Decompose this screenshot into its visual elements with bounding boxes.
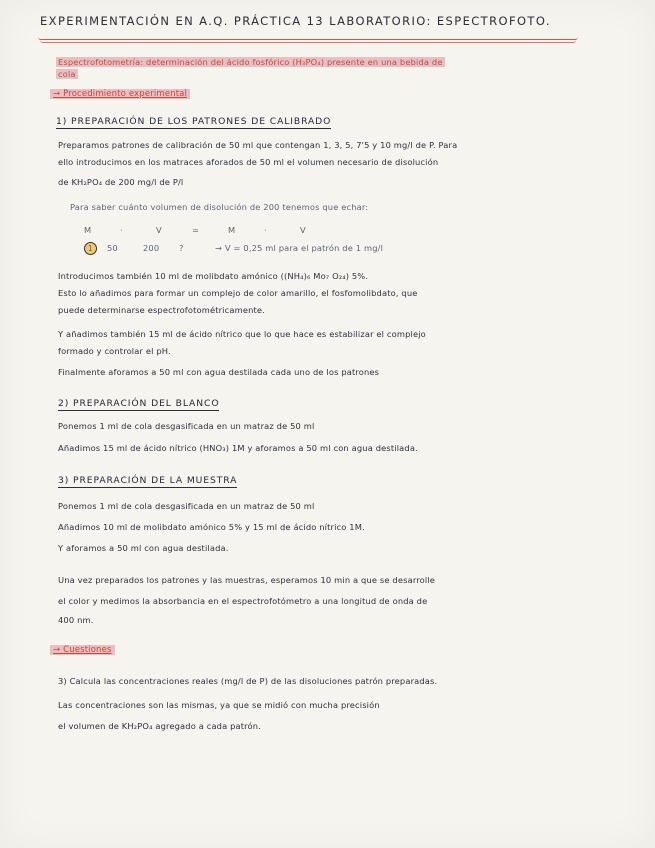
s1-p3-line-2: Esto lo añadimos para formar un complejo de color amarillo, el fosfomolibdato, que	[58, 288, 418, 298]
subtitle-line-2: cola	[58, 69, 76, 79]
s3-line-1: Ponemos 1 ml de cola desgasificada en un matraz de 50 ml	[58, 501, 315, 511]
section-3-heading: 3) PREPARACIÓN DE LA MUESTRA	[58, 475, 238, 486]
s1-p1-line-2: ello introducimos en los matraces aforados de 50 ml el volumen necesario de disolución	[58, 157, 439, 167]
s2-line-1: Ponemos 1 ml de cola desgasificada en un matraz de 50 ml	[58, 421, 315, 431]
s1-p4-line-1: Y añadimos también 15 ml de ácido nítrico que lo que hace es estabilizar el complejo	[58, 329, 426, 339]
s3-line-3: Y aforamos a 50 ml con agua destilada.	[58, 543, 229, 553]
equation-line-1: M · V = M · V	[84, 225, 306, 235]
questions-label: → Cuestiones	[50, 644, 655, 656]
s3-final-line-1: Una vez preparados los patrones y las muestras, esperamos 10 min a que se desarrolle	[58, 575, 435, 585]
procedure-label: → Procedimiento experimental	[50, 88, 655, 100]
s3-final-line-2: el color y medimos la absorbancia en el espectrofotómetro a una longitud de onda de	[58, 596, 428, 606]
q3-line-2: Las concentraciones son las mismas, ya que se midió con mucha precisión	[58, 700, 380, 710]
s1-p3-line-1: Introducimos también 10 ml de molibdato amónico ((NH₄)₆ Mo₇ O₂₄) 5%.	[58, 271, 369, 281]
s3-line-2: Añadimos 10 ml de molibdato amónico 5% y 15 ml de ácido nítrico 1M.	[58, 522, 365, 532]
s1-p1-line-3: de KH₂PO₄ de 200 mg/l de P/l	[58, 177, 184, 187]
subtitle-line-1: Espectrofotometría: determinación del ácido fosfórico (H₃PO₄) presente en una bebida de	[58, 57, 443, 67]
title-underline-2	[40, 36, 576, 43]
s1-p5: Finalmente aforamos a 50 ml con agua destilada cada uno de los patrones	[58, 367, 380, 377]
marker-circle: 1	[84, 242, 97, 255]
s2-line-2: Añadimos 15 ml de ácido nítrico (HNO₃) 1M y aforamos a 50 ml con agua destilada.	[58, 443, 418, 453]
section-1-heading: 1) PREPARACIÓN DE LOS PATRONES DE CALIBRADO	[56, 116, 332, 127]
s1-p2: Para saber cuánto volumen de disolución de 200 tenemos que echar:	[70, 202, 369, 212]
s3-final-line-3: 400 nm.	[58, 615, 94, 625]
s1-p4-line-2: formado y controlar el pH.	[58, 346, 171, 356]
s1-p1-line-1: Preparamos patrones de calibración de 50 ml que contengan 1, 3, 5, 7'5 y 10 mg/l de P. Para	[58, 140, 458, 150]
s1-p3-line-3: puede determinarse espectrofotométricamente.	[58, 305, 265, 315]
section-2-heading: 2) PREPARACIÓN DEL BLANCO	[58, 398, 220, 409]
page-title: EXPERIMENTACIÓN EN A.Q. PRÁCTICA 13 LABORATORIO: ESPECTROFOTO.	[40, 14, 551, 28]
q3-line-1: 3) Calcula las concentraciones reales (mg/l de P) de las disoluciones patrón preparadas.	[58, 676, 438, 686]
q3-line-3: el volumen de KH₂PO₄ agregado a cada patrón.	[58, 721, 261, 731]
equation-line-2: 1 50 200 ? → V = 0,25 ml para el patrón de 1 mg/l	[84, 242, 655, 255]
